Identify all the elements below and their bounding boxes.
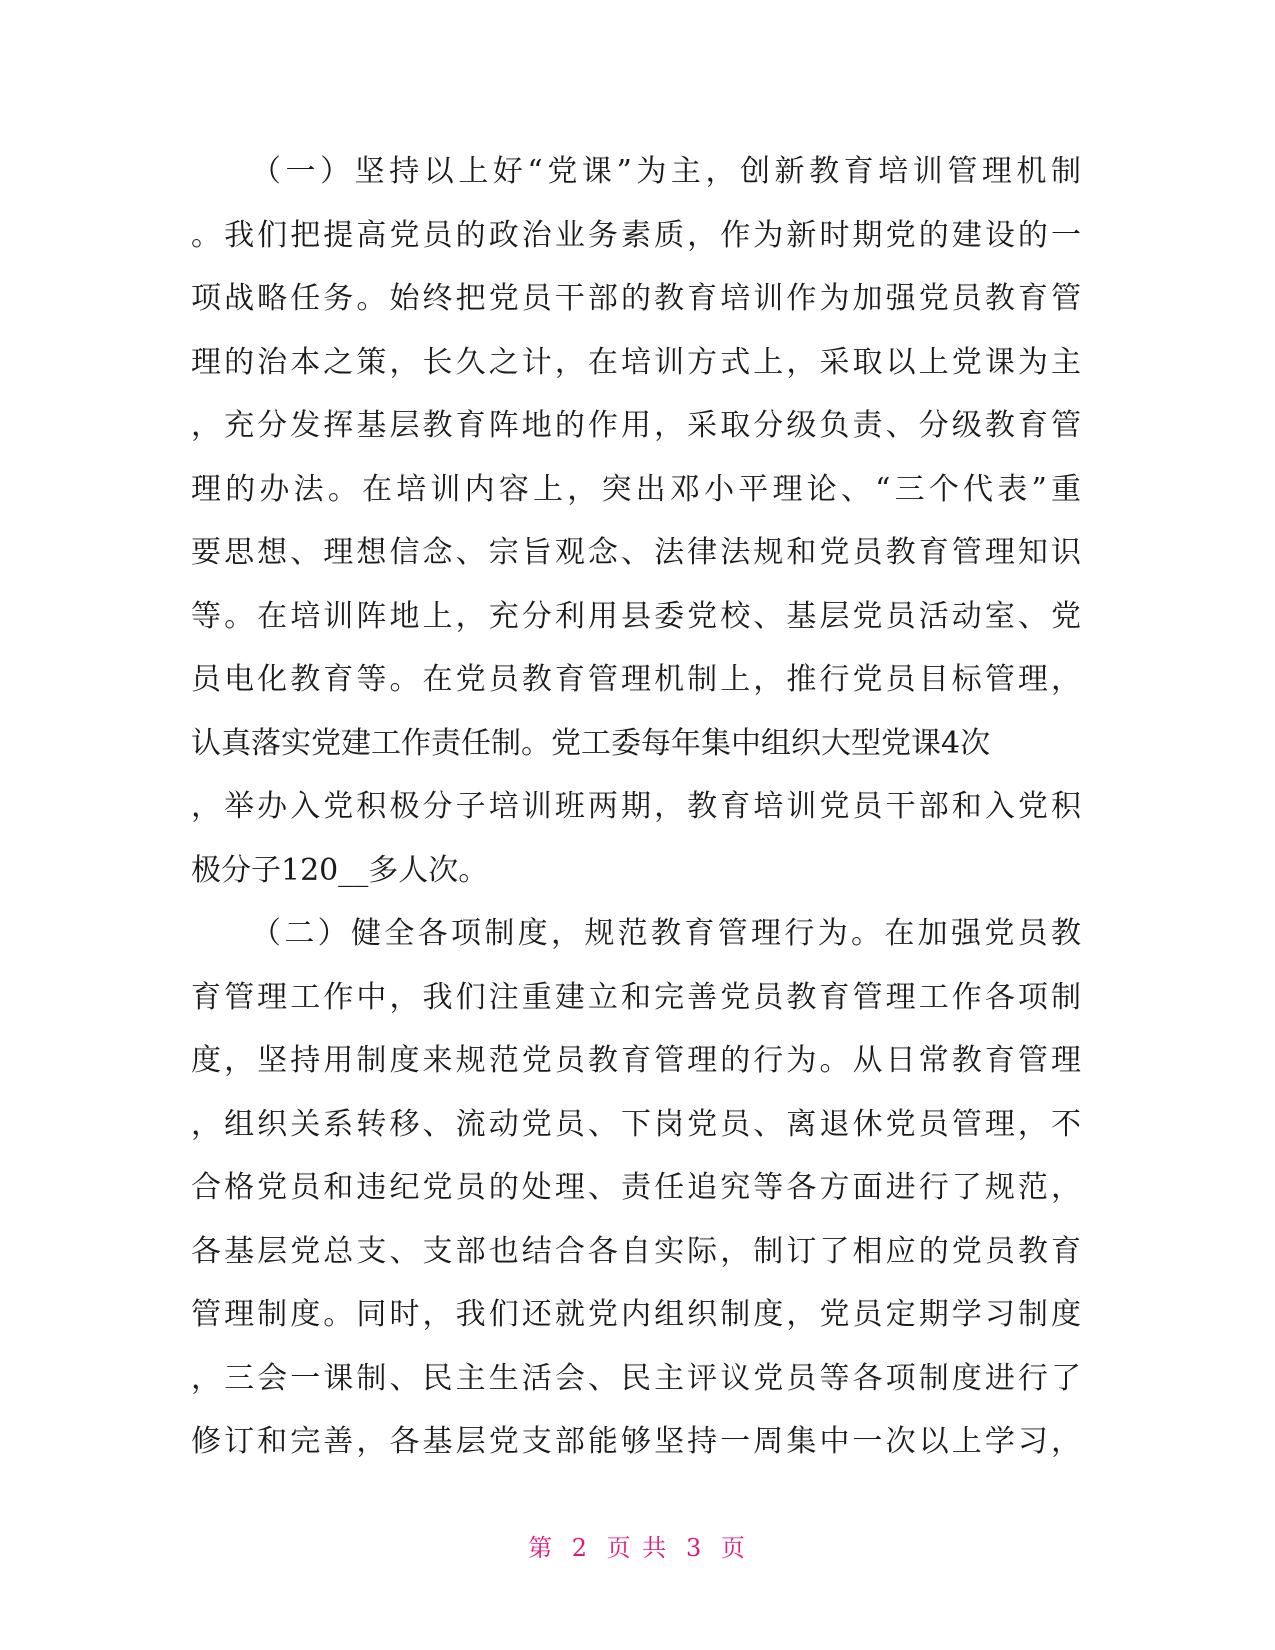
text-line: 管理制度。同时，我们还就党内组织制度，党员定期学习制度 (191, 1297, 1081, 1332)
paragraph-1 (191, 140, 1081, 902)
footer-prefix: 第 (528, 1534, 555, 1562)
text-line: 要思想、理想信念、宗旨观念、法律法规和党员教育管理知识 (191, 535, 1081, 570)
text-line: ，举办入党积极分子培训班两期，教育培训党员干部和入党积 (191, 789, 1081, 824)
text-line: 各基层党总支、支部也结合各自实际，制订了相应的党员教育 (191, 1233, 1081, 1269)
text-line: 育管理工作中，我们注重建立和完善党员教育管理工作各项制 (191, 979, 1081, 1015)
footer-suffix: 页 (720, 1534, 747, 1562)
text-line: 度，坚持用制度来规范党员教育管理的行为。从日常教育管理 (191, 1043, 1081, 1078)
document-body (191, 140, 1081, 1474)
current-page-number: 2 (571, 1534, 590, 1562)
text-line: 等。在培训阵地上，充分利用县委党校、基层党员活动室、党 (191, 598, 1081, 634)
page-footer (0, 1528, 1275, 1563)
text-line: 极分子120__多人次。 (191, 852, 489, 888)
text-line: 员电化教育等。在党员教育管理机制上，推行党员目标管理， (191, 662, 1081, 697)
text-line: （一）坚持以上好“党课”为主，创新教育培训管理机制 (251, 154, 1081, 189)
text-line: 修订和完善，各基层党支部能够坚持一周集中一次以上学习， (191, 1424, 1081, 1459)
text-line: 项战略任务。始终把党员干部的教育培训作为加强党员教育管 (191, 281, 1081, 316)
text-line: 。我们把提高党员的政治业务素质，作为新时期党的建设的一 (191, 217, 1081, 253)
text-line: 理的治本之策，长久之计，在培训方式上，采取以上党课为主 (191, 344, 1081, 380)
text-line: 理的办法。在培训内容上，突出邓小平理论、“三个代表”重 (191, 471, 1081, 507)
text-line: ，三会一课制、民主生活会、民主评议党员等各项制度进行了 (191, 1360, 1081, 1396)
text-line: 认真落实党建工作责任制。党工委每年集中组织大型党课4次 (191, 725, 991, 761)
total-pages-number: 3 (685, 1534, 704, 1562)
text-line: ，组织关系转移、流动党员、下岗党员、离退休党员管理，不 (191, 1106, 1081, 1142)
text-line: （二）健全各项制度，规范教育管理行为。在加强党员教 (251, 916, 1081, 951)
text-line: ，充分发挥基层教育阵地的作用，采取分级负责、分级教育管 (191, 408, 1081, 443)
paragraph-2 (191, 902, 1081, 1474)
text-line: 合格党员和违纪党员的处理、责任追究等各方面进行了规范， (191, 1170, 1081, 1205)
footer-mid: 页 共 (606, 1534, 669, 1562)
